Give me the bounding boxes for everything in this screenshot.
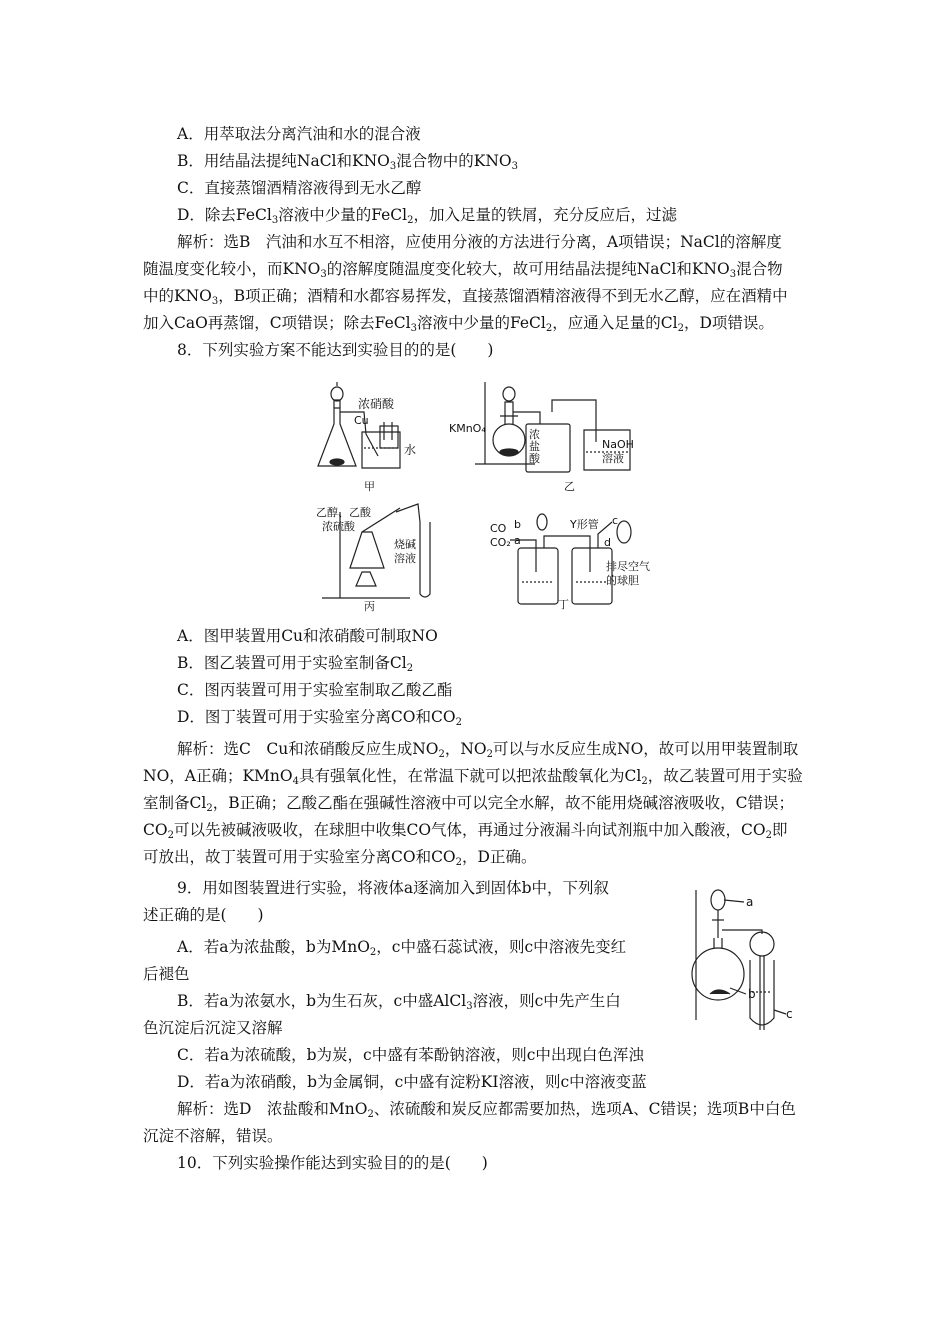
q7-analysis-line-1: 解析：选B 汽油和水互不相溶，应使用分液的方法进行分离，A项错误；NaCl的溶解度	[177, 233, 782, 251]
svg-text:丙: 丙	[364, 600, 375, 612]
svg-text:a: a	[514, 534, 521, 547]
svg-text:NaOH: NaOH	[602, 438, 634, 451]
q8-analysis-line-3: 室制备$Cl_2$，B正确；乙酸乙酯在强碱性溶液中可以完全水解，故不能用烧碱溶液吸收，C错误；	[143, 794, 794, 814]
q9-analysis-line-2: 沉淀不溶解，错误。	[143, 1127, 283, 1145]
q8-analysis-line-2: NO，A正确；KMnO$_4$具有强氧化性，在常温下就可以把浓盐酸氧化为$Cl_2$，故乙装置可用于实验	[143, 767, 803, 787]
q8-analysis-line-1: 解析：选C Cu和浓硝酸反应生成$NO_2$，$NO_2$可以与水反应生成NO，故可以用甲装置制取	[177, 740, 799, 760]
q9-analysis-line-1: 解析：选D 浓盐酸和MnO$_2$、浓硫酸和炭反应都需要加热，选项A、C错误；选项B中白色	[177, 1100, 796, 1120]
svg-text:Cu: Cu	[354, 414, 369, 427]
svg-text:水: 水	[404, 443, 417, 457]
q8-stem: 8．下列实验方案不能达到实验目的的是( )	[177, 341, 494, 359]
q7-option-b: B．用结晶法提纯NaCl和$KNO_3$混合物中的$KNO_3$	[177, 152, 518, 172]
svg-text:排尽空气: 排尽空气	[606, 560, 650, 573]
q8-option-b: B．图乙装置可用于实验室制备$Cl_2$	[177, 654, 414, 674]
q7-option-a: A．用萃取法分离汽油和水的混合液	[177, 125, 421, 143]
svg-text:Y形管: Y形管	[570, 518, 599, 531]
svg-text:的球胆: 的球胆	[606, 574, 639, 587]
svg-text:c: c	[786, 1007, 793, 1021]
q9-apparatus-figure	[674, 880, 804, 1030]
q8-analysis-line-4: $CO_2$可以先被碱液吸收，在球胆中收集CO气体，再通过分液漏斗向试剂瓶中加入酸液，$CO_2$即	[143, 821, 788, 841]
q7-option-c: C．直接蒸馏酒精溶液得到无水乙醇	[177, 179, 422, 197]
q8-option-d: D．图丁装置可用于实验室分离CO和$CO_2$	[177, 708, 462, 728]
q9-option-b-line-2: 色沉淀后沉淀又溶解	[143, 1019, 283, 1037]
svg-text:b: b	[748, 987, 756, 1001]
svg-text:乙: 乙	[564, 480, 575, 493]
q9-option-d: D．若a为浓硝酸，b为金属铜，c中盛有淀粉KI溶液，则c中溶液变蓝	[177, 1073, 647, 1091]
svg-text:溶液: 溶液	[602, 452, 624, 465]
q8-option-a: A．图甲装置用Cu和浓硝酸可制取NO	[177, 627, 438, 645]
q7-analysis-line-2: 随温度变化较小，而$KNO_3$的溶解度随温度变化较大，故可用结晶法提纯NaCl和$KNO_3$混合物	[143, 260, 783, 280]
svg-text:酸: 酸	[529, 452, 540, 465]
q9-option-b-line-1: B．若a为浓氨水，b为生石灰，c中盛AlCl$_3$溶液，则c中先产生白	[177, 992, 621, 1012]
q9-option-c: C．若a为浓硫酸，b为炭，c中盛有苯酚钠溶液，则c中出现白色浑浊	[177, 1046, 644, 1064]
svg-text:浓硝酸: 浓硝酸	[358, 397, 395, 411]
q9-stem-line-2: 述正确的是( )	[143, 906, 264, 924]
svg-text:浓硫酸: 浓硫酸	[322, 520, 355, 533]
svg-text:b: b	[514, 518, 521, 531]
svg-text:CO: CO	[490, 522, 507, 535]
svg-text:浓: 浓	[529, 428, 540, 441]
q10-stem: 10．下列实验操作能达到实验目的的是( )	[177, 1154, 488, 1172]
svg-text:盐: 盐	[529, 440, 540, 453]
svg-text:甲: 甲	[364, 480, 375, 493]
q8-analysis-line-5: 可放出，故丁装置可用于实验室分离CO和$CO_2$，D正确。	[143, 848, 537, 868]
q7-analysis-line-3: 中的$KNO_3$，B项正确；酒精和水都容易挥发，直接蒸馏酒精溶液得不到无水乙醇，应在酒精中	[143, 287, 788, 307]
svg-text:烧碱: 烧碱	[394, 538, 416, 551]
svg-text:溶液: 溶液	[394, 552, 416, 565]
q8-apparatus-figure	[300, 372, 650, 612]
svg-text:丁: 丁	[558, 598, 569, 611]
q9-option-a-line-1: A．若a为浓盐酸，b为MnO$_2$，c中盛石蕊试液，则c中溶液先变红	[177, 938, 627, 958]
q7-analysis-line-4: 加入CaO再蒸馏，C项错误；除去FeCl$_3$溶液中少量的FeCl$_2$，应通入足量的$Cl_2$，D项错误。	[143, 314, 774, 334]
svg-text:d: d	[604, 536, 611, 549]
svg-text:乙醇、乙酸: 乙醇、乙酸	[316, 506, 371, 519]
q7-option-d: D．除去FeCl$_3$溶液中少量的FeCl$_2$，加入足量的铁屑，充分反应后，过滤	[177, 206, 677, 226]
q9-option-a-line-2: 后褪色	[143, 965, 190, 983]
q8-option-c: C．图丙装置可用于实验室制取乙酸乙酯	[177, 681, 453, 699]
svg-text:CO₂: CO₂	[490, 536, 511, 549]
svg-text:a: a	[746, 895, 754, 909]
q9-stem-line-1: 9．用如图装置进行实验，将液体a逐滴加入到固体b中，下列叙	[177, 879, 610, 897]
svg-text:c: c	[612, 514, 619, 527]
svg-text:KMnO₄: KMnO₄	[449, 422, 486, 435]
